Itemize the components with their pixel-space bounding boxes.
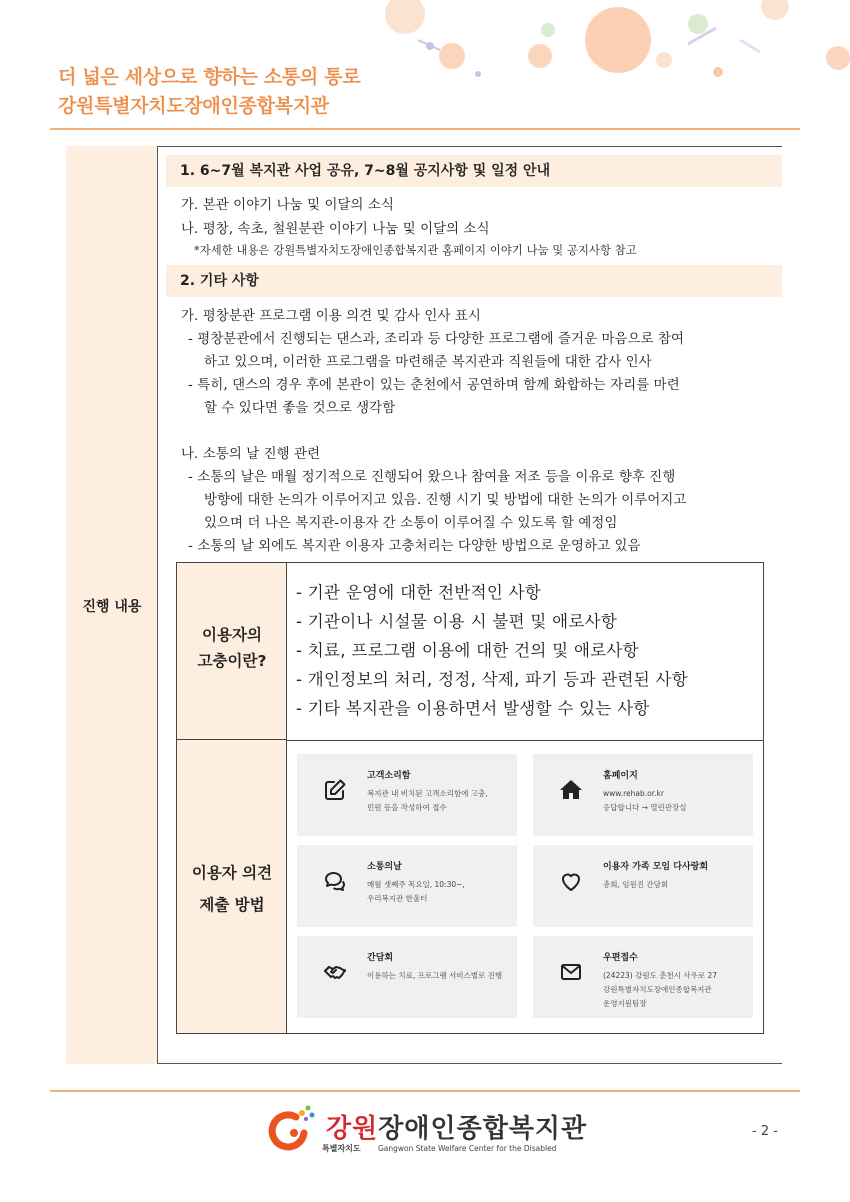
card-body: 이용하는 치료, 프로그램 서비스별로 진행 [367,971,503,980]
mail-icon [559,960,583,984]
handshake-icon [323,960,347,984]
section2-line: - 평창분관에서 진행되는 댄스과, 조리과 등 다양한 프로그램에 즐거운 마음으로 참여 [188,332,685,347]
card-mail [533,936,753,1018]
section2-line: 하고 있으며, 이러한 프로그램을 마련해준 복지관과 직원들에 대한 감사 인사 [204,355,652,370]
logo-subtitle: 특별자치도 [322,1144,361,1153]
section2-line: 할 수 있다면 좋을 것으로 생각함 [204,401,396,416]
card-homepage [533,754,753,836]
table-divider [287,740,763,741]
complaint-label: 이용자의 고충이란? [197,626,267,670]
section2-title: 2. 기타 사항 [166,265,782,297]
header-divider [50,128,800,130]
chat-icon [323,869,347,893]
section1-line: 가. 본관 이야기 나눔 및 이달의 소식 [181,198,394,213]
header-org-name: 강원특별자치도장애인종합복지관 [58,95,329,117]
complaint-item: - 기관이나 시설물 이용 시 불편 및 애로사항 [296,612,618,631]
section2-line: 나. 소통의 날 진행 관련 [181,447,321,462]
card-title: 우편접수 [603,953,638,963]
card-title: 이용자 가족 모임 다사랑회 [603,862,709,872]
logo-english-name: Gangwon State Welfare Center for the Disabled [378,1144,557,1153]
section2-line: 있으며 더 나은 복지관-이용자 간 소통이 이루어질 수 있도록 할 예정임 [204,516,618,531]
card-meeting [297,936,517,1018]
complaint-item: - 치료, 프로그램 이용에 대한 건의 및 애로사항 [296,641,639,660]
complaint-item: - 기관 운영에 대한 전반적인 사항 [296,583,542,602]
card-communication-day [297,845,517,927]
card-title: 소통의날 [367,862,402,872]
logo-mark [266,1103,322,1153]
section1-note: *자세한 내용은 강원특별자치도장애인종합복지관 홈페이지 이야기 나눔 및 공지사항 참고 [194,244,637,257]
heart-icon [559,869,583,893]
section2-line: - 특히, 댄스의 경우 후에 본관이 있는 춘천에서 공연하며 함께 화합하는 자리를 마련 [188,378,680,393]
section1-line: 나. 평창, 속초, 철원분관 이야기 나눔 및 이달의 소식 [181,222,490,237]
card-title: 간담회 [367,953,394,963]
logo-text: 강원장애인종합복지관 [326,1114,588,1144]
left-label: 진행 내용 [82,599,142,615]
section2-line: - 소통의 날 외에도 복지관 이용자 고충처리는 다양한 방법으로 운영하고 있음 [188,539,641,554]
card-body: 매월 셋째주 목요일, 10:30~, 우리복지관 한울터 [367,880,465,903]
complaint-item: - 기타 복지관을 이용하면서 발생할 수 있는 사항 [296,699,650,718]
page-number: - 2 - [752,1124,778,1139]
card-body: 총회, 임원진 간담회 [603,880,669,889]
complaint-item: - 개인정보의 처리, 정정, 삭제, 파기 등과 관련된 사항 [296,670,689,689]
section2-line: - 소통의 날은 매월 정기적으로 진행되어 왔으나 참여율 저조 등을 이유로 향후 진행 [188,470,676,485]
header-slogan: 더 넓은 세상으로 향하는 소통의 통로 [58,66,361,88]
home-icon [559,778,583,802]
card-body: (24223) 강원도 춘천시 사우로 27 강원특별자치도장애인종합복지관 운영지원팀장 [603,971,717,1008]
footer-divider [50,1090,800,1092]
edit-icon [323,778,347,802]
section2-line: 방향에 대한 논의가 이루어지고 있음. 진행 시기 및 방법에 대한 논의가 이루어지고 [204,493,687,508]
card-body: 복지관 내 비치된 고객소리함에 고충, 민원 등을 작성하여 접수 [367,789,488,812]
card-title: 홈페이지 [603,771,638,781]
card-family-meeting [533,845,753,927]
section2-line: 가. 평창분관 프로그램 이용 의견 및 감사 인사 표시 [181,309,481,324]
card-title: 고객소리함 [367,771,411,781]
card-body: www.rehab.or.kr 응답합니다 → 열린관장실 [603,789,687,812]
card-suggestion-box [297,754,517,836]
section1-title: 1. 6~7월 복지관 사업 공유, 7~8월 공지사항 및 일정 안내 [166,155,782,187]
submission-label: 이용자 의견 제출 방법 [191,864,273,914]
